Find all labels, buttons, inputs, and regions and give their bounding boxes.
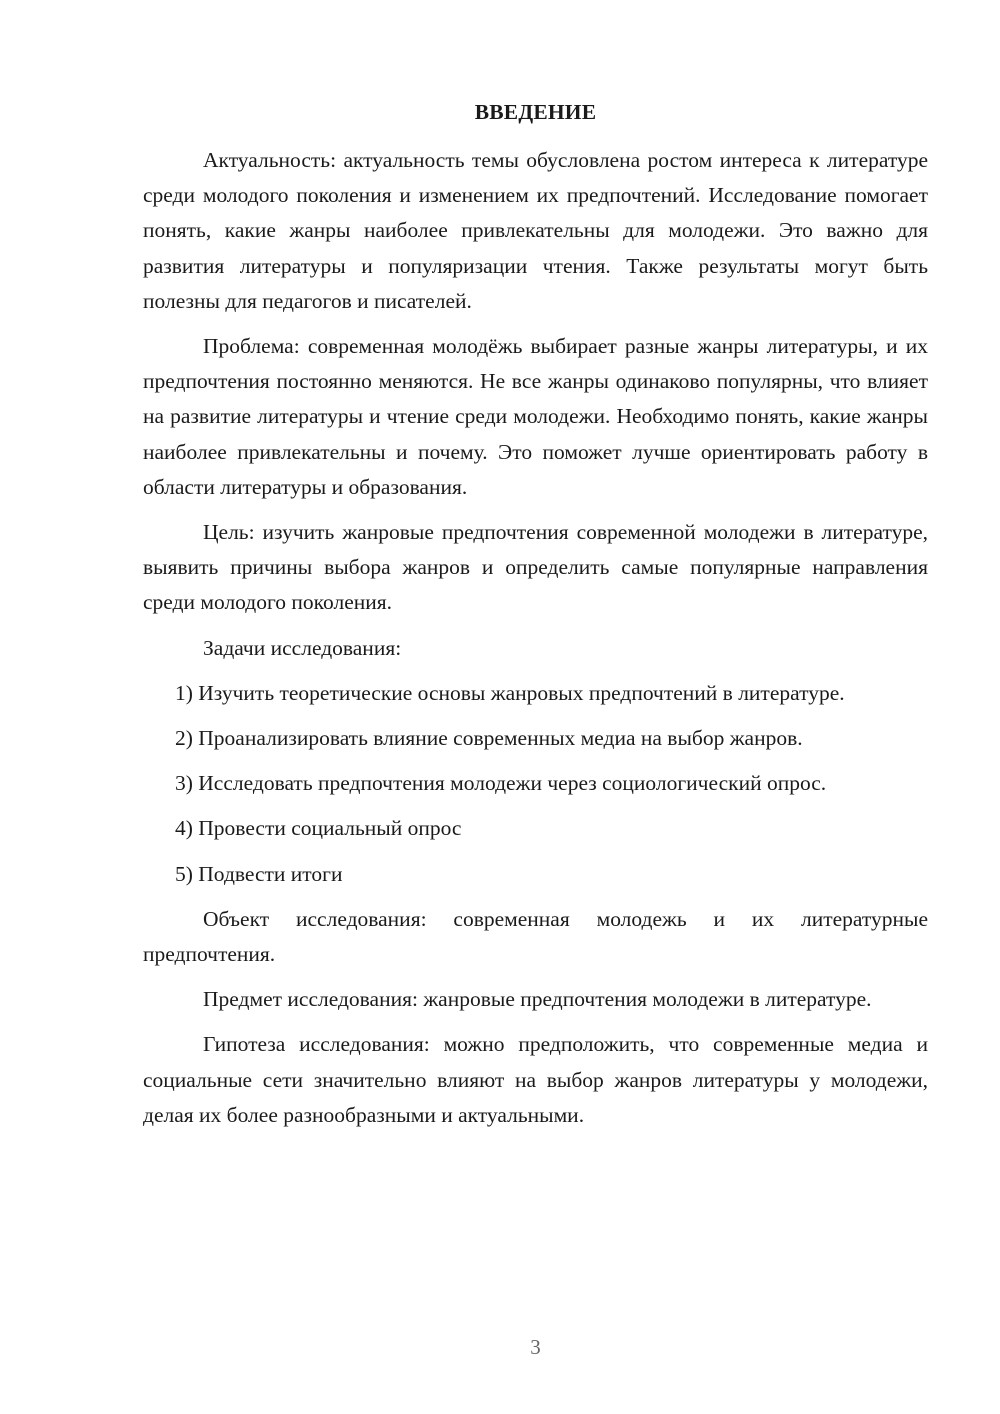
task-item-1: 1) Изучить теоретические основы жанровых предпочтений в литературе. (175, 680, 845, 705)
document-body (143, 143, 928, 1143)
document-page (143, 0, 928, 1414)
tasks-heading: Задачи исследования: (203, 635, 402, 660)
research-subject-paragraph: Предмет исследования: жанровые предпочтения молодежи в литературе. (203, 987, 872, 1012)
goal-paragraph: Цель: изучить жанровые предпочтения современной молодежи в литературе, выявить причины выбора жанров и определить самые популярные направления среди молодого поколения. (143, 520, 928, 615)
task-item-3: 3) Исследовать предпочтения молодежи через социологический опрос. (175, 771, 827, 796)
task-item-4: 4) Провести социальный опрос (175, 816, 462, 841)
hypothesis-paragraph: Гипотеза исследования: можно предположить, что современные медиа и социальные сети значительно влияют на выбор жанров литературы у молодежи, делая их более разнообразными и актуальными. (143, 1032, 928, 1127)
relevance-paragraph: Актуальность: актуальность темы обусловлена ростом интереса к литературе среди молодого поколения и изменением их предпочтений. Исследование помогает понять, какие жанры наиболее привлекательны для молодежи. Это важно для развития литературы и популяризации чтения. Также результаты могут быть полезны для педагогов и писателей. (143, 148, 928, 313)
problem-paragraph: Проблема: современная молодёжь выбирает разные жанры литературы, и их предпочтения постоянно меняются. Не все жанры одинаково популярны, что влияет на развитие литературы и чтение среди молодежи. Необходимо понять, какие жанры наиболее привлекательны и почему. Это поможет лучше ориентировать работу в области литературы и образования. (143, 334, 928, 499)
task-item-5: 5) Подвести итоги (175, 861, 343, 886)
page-number: 3 (530, 1335, 541, 1359)
research-object-paragraph: Объект исследования: современная молодежь и их литературные предпочтения. (143, 906, 928, 967)
task-item-2: 2) Проанализировать влияние современных медиа на выбор жанров. (175, 726, 803, 751)
page-title: ВВЕДЕНИЕ (474, 100, 597, 124)
